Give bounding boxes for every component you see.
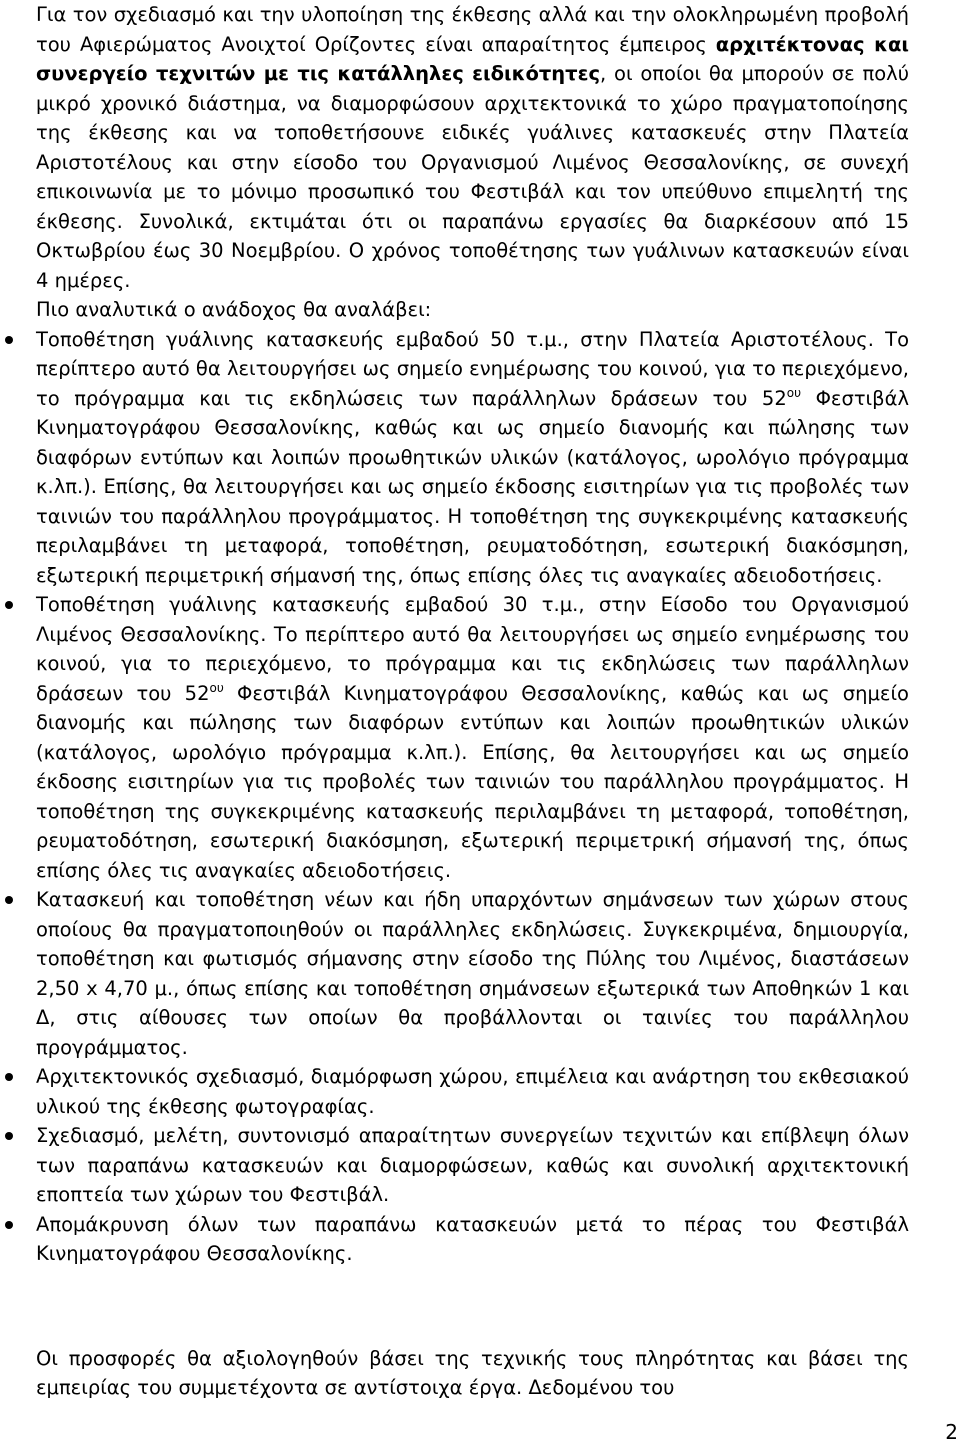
page-number: 2 [945, 1420, 958, 1444]
intro-paragraph [36, 0, 909, 295]
intro-text-end: , οι οποίοι θα μπορούν σε πολύ μικρό χρονικό διάστημα, να διαμορφώσουν αρχιτεκτονικά το χώρο πραγματοποίησης της έκθεσης και να τοποθετήσουνε ειδικές γυάλινες κατασκευές στην Πλατεία Αριστοτέλους και στην είσοδο του Οργανισμού Λιμένος Θεσσαλονίκης, σε συνεχή επικοινωνία με το μόνιμο προσωπικό του Φεστιβάλ και τον υπεύθυνο επιμελητή της έκθεσης. Συνολικά, εκτιμάται ότι οι παραπάνω εργασίες θα διαρκέσουν από 15 Οκτωβρίου έως 30 Νοεμβρίου. Ο χρόνος τοποθέτησης των γυάλινων κατασκευών είναι 4 ημέρες. [36, 62, 909, 292]
lead-in-line: Πιο αναλυτικά ο ανάδοχος θα αναλάβει: [36, 298, 432, 321]
bullet-item-removal [36, 1210, 909, 1269]
bullet-item-signage [36, 885, 909, 1062]
bullet-dot-icon [5, 896, 13, 904]
bullet-text: Τοποθέτηση γυάλινης κατασκευής εμβαδού 30 τ.μ., στην Είσοδο του Οργανισμού Λιμένος Θεσσαλονίκης. Το περίπτερο αυτό θα λειτουργήσει ως σημείο ενημέρωσης του κοινού, για το περιεχόμενο, το πρόγραμμα και τις εκδηλώσεις των παράλληλων δράσεων του 52 [36, 593, 909, 705]
bullet-dot-icon [5, 1132, 13, 1140]
intro-text-start: Για τον σχεδιασμό και την υλοποίηση της έκθεσης αλλά και την ολοκληρωμένη προβολή του Αφιερώματος Ανοιχτοί Ορίζοντες είναι απαραίτητος έμπειρος [36, 3, 909, 56]
task-bullet-list [36, 325, 909, 1269]
bullet-item-architectural-design [36, 1062, 909, 1121]
bullet-text: Τοποθέτηση γυάλινης κατασκευής εμβαδού 50 τ.μ., στην Πλατεία Αριστοτέλους. Το περίπτερο αυτό θα λειτουργήσει ως σημείο ενημέρωσης του κοινού, για το περιεχόμενο, το πρόγραμμα και τις εκδηλώσεις των παράλληλων δράσεων του 52 [36, 327, 909, 410]
bullet-item-square-kiosk [36, 325, 909, 591]
bullet-dot-icon [5, 336, 13, 344]
bullet-text: Σχεδιασμό, μελέτη, συντονισμό απαραίτητων συνεργείων τεχνιτών και επίβλεψη όλων των παραπάνω κατασκευών και διαμορφώσεων, καθώς και συνολική αρχιτεκτονική εποπτεία των χώρων του Φεστιβάλ. [36, 1124, 909, 1206]
bullet-dot-icon [5, 601, 13, 609]
ordinal-suffix: ου [209, 680, 224, 695]
document-body [36, 0, 909, 1403]
bullet-dot-icon [5, 1221, 13, 1229]
bullet-item-supervision [36, 1121, 909, 1210]
bullet-item-port-kiosk [36, 590, 909, 885]
closing-paragraph: Οι προσφορές θα αξιολογηθούν βάσει της τεχνικής τους πληρότητας και βάσει της εμπειρίας του συμμετέχοντα σε αντίστοιχα έργα. Δεδομένου του [36, 1346, 909, 1399]
bullet-text: Κατασκευή και τοποθέτηση νέων και ήδη υπαρχόντων σημάνσεων των χώρων στους οποίους θα πραγματοποιηθούν οι παράλληλες εκδηλώσεις. Συγκεκριμένα, δημιουργία, τοποθέτηση και φωτισμός σήμανσης στην είσοδο της Πύλης του Λιμένος, διαστάσεων 2,50 x 4,70 μ., όπως επίσης και τοποθέτηση σημάνσεων εξωτερικά των Αποθηκών 1 και Δ, στις αίθουσες των οποίων θα προβάλλονται οι ταινίες του παράλληλου προγράμματος. [36, 888, 909, 1059]
paragraph-spacer [36, 1269, 909, 1344]
bullet-dot-icon [5, 1073, 13, 1081]
bullet-text-cont: Φεστιβάλ Κινηματογράφου Θεσσαλονίκης, καθώς και ως σημείο διανομής και πώλησης των διαφόρων εντύπων και λοιπών προωθητικών υλικών (κατάλογος, ωρολόγιο πρόγραμμα κ.λπ.). Επίσης, θα λειτουργήσει και ως σημείο έκδοσης εισιτηρίων για τις προβολές των ταινιών του παράλληλου προγράμματος. Η τοποθέτηση της συγκεκριμένης κατασκευής περιλαμβάνει τη μεταφορά, τοποθέτηση, ρευματοδότηση, εσωτερική διακόσμηση, εξωτερική περιμετρική σήμανσή της, όπως επίσης όλες τις αναγκαίες αδειοδοτήσεις. [36, 681, 909, 882]
bullet-text: Απομάκρυνση όλων των παραπάνω κατασκευών μετά το πέρας του Φεστιβάλ Κινηματογράφου Θεσσαλονίκης. [36, 1212, 909, 1265]
bullet-text: Αρχιτεκτονικός σχεδιασμό, διαμόρφωση χώρου, επιμέλεια και ανάρτηση του εκθεσιακού υλικού της έκθεσης φωτογραφίας. [36, 1065, 909, 1118]
bullet-text-cont: Φεστιβάλ Κινηματογράφου Θεσσαλονίκης, καθώς και ως σημείο διανομής και πώλησης των διαφόρων εντύπων και λοιπών προωθητικών υλικών (κατάλογος, ωρολόγιο πρόγραμμα κ.λπ.). Επίσης, θα λειτουργήσει και ως σημείο έκδοσης εισιτηρίων για τις προβολές των ταινιών του παράλληλου προγράμματος. Η τοποθέτηση της συγκεκριμένης κατασκευής περιλαμβάνει τη μεταφορά, τοποθέτηση, ρευματοδότηση, εσωτερική διακόσμηση, εξωτερική περιμετρική σήμανσή της, όπως επίσης όλες τις αναγκαίες αδειοδοτήσεις. [36, 386, 909, 587]
ordinal-suffix: ου [786, 385, 802, 400]
intro-bold-text: αρχιτέκτονας και συνεργείο τεχνιτών με τις κατάλληλες ειδικότητες [36, 32, 909, 85]
